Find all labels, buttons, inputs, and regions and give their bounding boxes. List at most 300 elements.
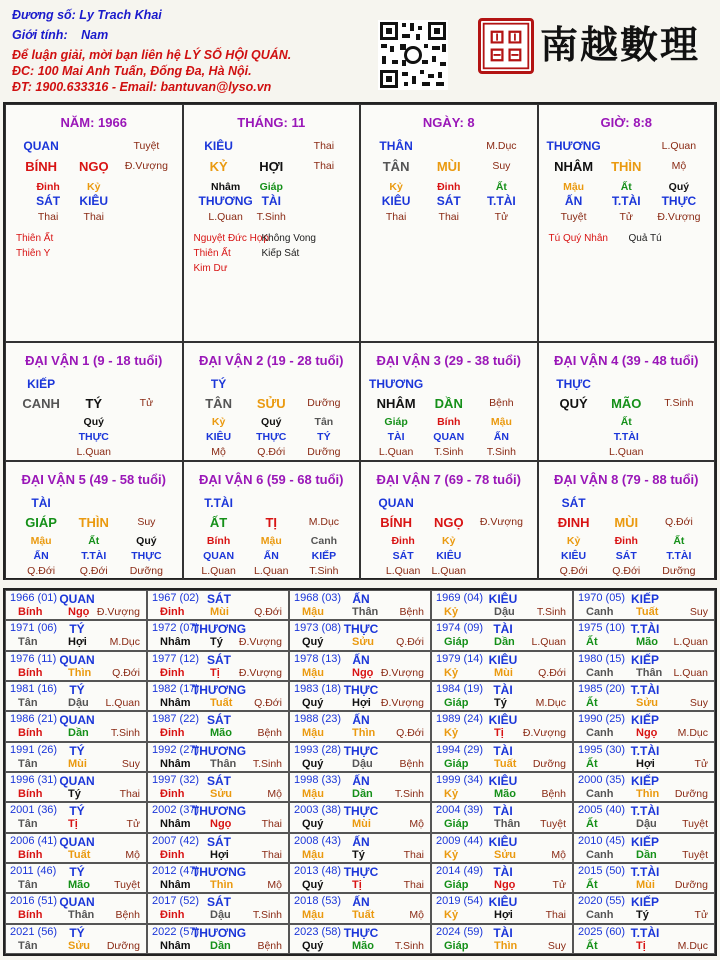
year-cell — [289, 924, 431, 954]
luck-branch: NGỌ — [433, 515, 464, 530]
year-stage: Thai — [403, 879, 424, 891]
year-branch: Ngọ — [210, 818, 232, 831]
year-label: 1977 (12) — [152, 652, 200, 665]
year-stem: Canh — [586, 909, 614, 922]
year-branch: Hợi — [636, 757, 655, 770]
year-stage: Mộ — [267, 879, 282, 891]
luck-stage: M.Dục — [308, 516, 340, 528]
gender-value: Nam — [81, 28, 109, 42]
spirit-star: Kiếp Sát — [261, 248, 300, 259]
year-label: 2014 (49) — [436, 865, 484, 877]
hidden-stage: Mộ — [211, 446, 226, 458]
year-cell — [147, 893, 289, 923]
year-branch: Hợi — [494, 909, 513, 922]
hidden-stem: Giáp — [259, 181, 283, 193]
year-branch: Tuất — [68, 848, 91, 861]
year-cell — [431, 711, 573, 741]
year-stage: Bệnh — [257, 939, 282, 952]
luck-stage: T.Sinh — [664, 397, 694, 409]
hidden-stem: Mậu — [260, 535, 282, 547]
hidden-stem: Giáp — [384, 416, 408, 428]
year-stage: Tử — [126, 818, 140, 831]
year-stem: Ất — [586, 879, 598, 891]
luck-star: T.TÀI — [204, 496, 233, 510]
luck-pillar-title: ĐẠI VẬN 4 (39 - 48 tuổi) — [554, 353, 699, 368]
hidden-stage: Dưỡng — [662, 565, 696, 577]
year-star: T.TÀI — [630, 683, 660, 697]
year-stem: Giáp — [444, 636, 469, 649]
hidden-star: ẤN — [263, 550, 279, 562]
star-stage: M.Dục — [486, 140, 517, 152]
year-branch: Thìn — [210, 879, 234, 891]
hidden-stage: Q.Đới — [79, 565, 108, 577]
hidden-star: SÁT — [615, 550, 637, 562]
year-stem: Kỷ — [444, 666, 459, 679]
year-branch: Mão — [352, 939, 374, 952]
year-stage: L.Quan — [531, 636, 566, 649]
year-stage: T.Sinh — [252, 757, 282, 770]
year-star: TÀI — [493, 743, 513, 758]
year-label: 1997 (32) — [152, 774, 200, 786]
year-cell — [5, 711, 147, 741]
hidden-stem: Đinh — [614, 535, 638, 547]
year-stage: Tuyệt — [540, 818, 566, 831]
year-stem: Quý — [302, 636, 324, 649]
hidden-star: ẤN — [493, 431, 509, 443]
hidden-stage: Thai — [385, 211, 407, 223]
year-stage: T.Sinh — [536, 606, 566, 618]
year-cell — [431, 651, 573, 681]
year-label: 1986 (21) — [10, 713, 58, 726]
year-stage: Dưỡng — [674, 788, 708, 800]
hidden-stem: Nhâm — [211, 181, 241, 193]
hidden-star: QUAN — [203, 550, 235, 562]
year-star: THƯƠNG — [191, 925, 247, 940]
year-branch: Tuất — [636, 606, 659, 618]
year-branch: Sửu — [68, 939, 91, 952]
luck-pillar-title: ĐẠI VẬN 6 (59 - 68 tuổi) — [199, 472, 344, 487]
hidden-stage: Tuyệt — [560, 211, 587, 223]
year-branch: Tý — [494, 697, 507, 709]
year-stage: Đ.Vượng — [380, 697, 424, 709]
year-stage: Mộ — [551, 848, 566, 861]
year-stem: Kỷ — [444, 848, 459, 861]
year-stage: Suy — [121, 757, 140, 770]
heavenly-stem: BÍNH — [25, 159, 57, 174]
year-branch: Dậu — [636, 818, 657, 831]
year-stage: Đ.Vượng — [96, 606, 140, 618]
year-label: 1973 (08) — [294, 622, 342, 635]
year-label: 2010 (45) — [578, 834, 626, 847]
year-stage: Mộ — [409, 909, 424, 922]
hidden-star: SÁT — [36, 194, 61, 208]
year-stage: Bệnh — [399, 606, 424, 618]
year-stage: M.Dục — [109, 636, 140, 649]
pillar-title: NĂM: 1966 — [60, 115, 127, 130]
year-stage: Bệnh — [399, 757, 424, 770]
year-stage: Bệnh — [115, 909, 140, 922]
luck-stage: Dưỡng — [307, 397, 341, 409]
hidden-stage: L.Quan — [76, 446, 111, 458]
hidden-stem: Kỷ — [87, 181, 101, 193]
year-cell — [431, 590, 573, 620]
hidden-star: KIÊU — [436, 550, 462, 562]
year-star: THỰC — [343, 865, 379, 879]
year-stage: Đ.Vượng — [380, 666, 424, 679]
year-star: QUAN — [59, 774, 95, 788]
earthly-branch: THÌN — [611, 159, 642, 174]
luck-pillar-7 — [360, 461, 538, 580]
year-branch: Thân — [636, 666, 663, 679]
year-branch: Hợi — [68, 636, 87, 649]
year-cell — [147, 833, 289, 863]
year-stem: Đinh — [160, 848, 185, 861]
year-branch: Dậu — [352, 757, 373, 770]
year-cell — [573, 651, 715, 681]
year-label: 2023 (58) — [294, 925, 342, 938]
luck-pillar-5 — [5, 461, 183, 580]
hidden-star: KIÊU — [561, 550, 587, 562]
luck-pillar-title: ĐẠI VẬN 5 (49 - 58 tuổi) — [21, 472, 166, 487]
year-star: TÀI — [493, 683, 513, 697]
hidden-stage: L.Quan — [385, 565, 421, 577]
year-label: 2013 (48) — [294, 865, 342, 877]
hidden-star: KIÊU — [381, 194, 411, 208]
year-label: 2004 (39) — [436, 804, 484, 817]
year-label: 1966 (01) — [10, 592, 58, 604]
luck-star: TÀI — [31, 496, 51, 510]
year-cell — [573, 742, 715, 772]
year-cell — [573, 711, 715, 741]
branch-stage: Thai — [313, 160, 335, 172]
year-cell — [573, 802, 715, 832]
year-branch: Dần — [352, 788, 373, 800]
year-label: 1978 (13) — [294, 652, 342, 665]
year-stage: Bệnh — [257, 727, 282, 740]
year-cell — [147, 620, 289, 650]
year-stage: Suy — [547, 939, 566, 952]
luck-stage: Đ.Vượng — [479, 516, 523, 528]
year-label: 1999 (34) — [436, 774, 484, 786]
year-label: 2016 (51) — [10, 895, 58, 908]
branch-stage: Mộ — [671, 160, 687, 172]
year-cell — [5, 802, 147, 832]
year-branch: Sửu — [636, 697, 659, 709]
year-cell — [147, 863, 289, 893]
year-stem: Mậu — [302, 606, 324, 618]
year-label: 1990 (25) — [578, 713, 626, 726]
year-stage: Q.Đới — [538, 666, 566, 679]
year-stem: Đinh — [160, 727, 185, 740]
year-stem: Quý — [302, 939, 324, 952]
year-branch: Thân — [210, 757, 237, 770]
year-cell — [573, 620, 715, 650]
year-star: TÝ — [69, 804, 85, 819]
year-stem: Tân — [18, 636, 38, 649]
year-stem: Bính — [18, 848, 43, 861]
luck-pillar-title: ĐẠI VẬN 2 (19 - 28 tuổi) — [199, 353, 344, 368]
year-cell — [289, 863, 431, 893]
hidden-stem: Mậu — [490, 416, 512, 428]
year-star: T.TÀI — [630, 622, 660, 637]
year-cell — [289, 620, 431, 650]
year-stem: Tân — [18, 818, 38, 831]
year-star: THỰC — [343, 804, 379, 819]
year-branch: Dần — [494, 636, 515, 649]
year-star: KIÊU — [488, 592, 518, 606]
year-cell — [5, 924, 147, 954]
year-stage: M.Dục — [677, 727, 708, 740]
year-cell — [431, 772, 573, 802]
luck-stem: ĐINH — [557, 515, 590, 530]
year-stage: Tử — [694, 757, 708, 770]
year-stem: Giáp — [444, 818, 469, 831]
year-label: 1993 (28) — [294, 743, 342, 756]
spirit-star: Thiên Ất — [193, 248, 231, 259]
year-branch: Dần — [210, 939, 231, 952]
year-label: 1968 (03) — [294, 592, 342, 604]
year-branch: Thìn — [68, 666, 92, 679]
hidden-stem: Ất — [673, 535, 685, 547]
hidden-stage: L.Quan — [201, 565, 236, 577]
hidden-stem: Bính — [206, 535, 231, 547]
luck-pillar-title: ĐẠI VẬN 8 (79 - 88 tuổi) — [554, 472, 699, 487]
year-stem: Ất — [586, 818, 598, 831]
main-star: THÂN — [379, 139, 413, 153]
hidden-stem: Quý — [83, 416, 104, 428]
year-stem: Đinh — [160, 788, 185, 800]
pillar-3 — [360, 104, 538, 342]
year-star: KIẾP — [630, 592, 660, 606]
year-stem: Bính — [18, 606, 43, 618]
year-branch: Mão — [494, 788, 516, 800]
year-label: 1987 (22) — [152, 713, 200, 726]
year-stem: Ất — [586, 757, 598, 770]
luck-branch: THÌN — [78, 515, 109, 530]
hidden-star: THỰC — [78, 431, 109, 443]
brand-logo-text: 南越數理 — [540, 22, 701, 67]
hidden-star: TÀI — [387, 431, 405, 443]
year-stem: Canh — [586, 727, 614, 740]
year-stage: Q.Đới — [254, 697, 282, 709]
year-star: KIÊU — [488, 895, 518, 910]
year-label: 2022 (57) — [152, 925, 200, 938]
phone-email-line[interactable]: ĐT: 1900.633316 - Email: bantuvan@lyso.vn — [12, 80, 272, 94]
year-stage: Dưỡng — [674, 879, 708, 891]
year-stage: Tuyệt — [682, 818, 708, 831]
hidden-stage: Dưỡng — [129, 565, 163, 577]
earthly-branch: NGỌ — [78, 159, 109, 174]
year-branch: Tị — [494, 727, 504, 740]
year-cell — [573, 833, 715, 863]
year-branch: Tý — [636, 909, 649, 922]
luck-stage: Bệnh — [489, 397, 514, 409]
year-label: 2015 (50) — [578, 865, 626, 877]
year-stage: Q.Đới — [254, 606, 282, 618]
hidden-star: T.TÀI — [613, 431, 639, 443]
heavenly-stem: TÂN — [382, 159, 410, 174]
year-stage: Đ.Vượng — [522, 727, 566, 740]
hidden-star: SÁT — [392, 550, 414, 562]
hidden-stem: Mậu — [30, 535, 52, 547]
hidden-stem: Kỷ — [389, 181, 403, 193]
year-star: KIẾP — [630, 774, 660, 788]
year-star: TÝ — [69, 622, 85, 637]
luck-stem: GIÁP — [25, 515, 57, 530]
hidden-stage: L.Quan — [208, 211, 243, 223]
pillar-title: GIỜ: 8:8 — [600, 115, 653, 130]
year-star: T.TÀI — [630, 804, 660, 819]
spirit-star: Không Vong — [261, 233, 316, 244]
luck-pillar-title: ĐẠI VẬN 7 (69 - 78 tuổi) — [376, 472, 521, 487]
earthly-branch: HỢI — [259, 159, 284, 174]
hidden-stem: Mậu — [563, 181, 585, 193]
year-star: SÁT — [207, 895, 231, 910]
year-label: 1995 (30) — [578, 743, 626, 756]
year-stage: L.Quan — [673, 666, 708, 679]
hidden-stem: Quý — [136, 535, 157, 547]
year-label: 2009 (44) — [436, 834, 484, 847]
luck-stem: CANH — [22, 396, 60, 411]
year-stage: Dưỡng — [106, 939, 140, 952]
year-stage: Q.Đới — [396, 636, 424, 649]
year-cell — [431, 681, 573, 711]
luck-stage: Suy — [137, 516, 156, 528]
hidden-stem: Quý — [668, 181, 690, 193]
year-branch: Ngọ — [494, 879, 516, 891]
year-stage: Mộ — [267, 788, 282, 800]
hidden-stage: L.Quan — [254, 565, 289, 577]
year-label: 1981 (16) — [10, 683, 58, 695]
year-label: 1983 (18) — [294, 683, 342, 695]
hidden-star: TÝ — [317, 431, 331, 443]
luck-star: KIẾP — [27, 377, 56, 391]
year-star: TÀI — [493, 804, 513, 819]
hidden-stage: T.Sinh — [256, 211, 286, 223]
hidden-stage: Dưỡng — [307, 446, 341, 458]
hidden-stage: Q.Đới — [559, 565, 588, 577]
year-branch: Tý — [68, 788, 81, 800]
year-cell — [5, 681, 147, 711]
hidden-star: ẤN — [33, 550, 49, 562]
luck-stem: NHÂM — [376, 396, 416, 411]
year-stem: Giáp — [444, 939, 469, 952]
pillar-4 — [538, 104, 716, 342]
year-stem: Quý — [302, 757, 324, 770]
year-label: 1996 (31) — [10, 774, 58, 786]
year-branch: Tị — [210, 666, 220, 679]
year-cell — [147, 590, 289, 620]
address-line: ĐC: 100 Mai Anh Tuấn, Đống Đa, Hà Nội. — [12, 64, 252, 78]
seal-icon — [481, 21, 531, 71]
year-stage: Mộ — [125, 848, 140, 861]
year-cell — [5, 772, 147, 802]
hidden-star: THỰC — [661, 194, 697, 208]
year-cell — [147, 711, 289, 741]
year-label: 2012 (47) — [152, 865, 200, 877]
year-label: 1979 (14) — [436, 652, 484, 665]
year-branch: Thìn — [352, 727, 376, 740]
year-label: 1969 (04) — [436, 592, 484, 604]
year-star: QUAN — [59, 592, 95, 606]
year-branch: Tý — [352, 848, 365, 861]
luck-pillar-8 — [538, 461, 716, 580]
luck-pillar-title: ĐẠI VẬN 1 (9 - 18 tuổi) — [25, 353, 163, 368]
year-cell — [5, 651, 147, 681]
year-star: QUAN — [59, 652, 95, 667]
star-stage: Tuyệt — [133, 140, 160, 152]
year-branch: Sửu — [352, 636, 375, 649]
year-stem: Kỷ — [444, 909, 459, 922]
year-stem: Kỷ — [444, 727, 459, 740]
year-star: QUAN — [59, 834, 95, 849]
year-star: TÝ — [69, 683, 85, 697]
year-stem: Giáp — [444, 697, 469, 709]
year-cell — [289, 742, 431, 772]
year-stage: Bệnh — [541, 788, 566, 800]
year-branch: Hợi — [210, 848, 229, 861]
year-star: T.TÀI — [630, 925, 660, 940]
year-branch: Ngọ — [352, 666, 374, 679]
hidden-stem: Bính — [437, 416, 461, 428]
qr-code-icon — [378, 20, 448, 90]
year-cell — [431, 833, 573, 863]
year-branch: Thân — [352, 606, 379, 618]
spirit-star: Kim Dư — [193, 263, 228, 274]
year-branch: Mão — [210, 727, 232, 740]
year-label: 2024 (59) — [436, 925, 484, 938]
year-label: 2018 (53) — [294, 895, 342, 908]
year-stem: Nhâm — [160, 636, 191, 649]
hidden-stage: Thai — [83, 211, 104, 223]
hidden-stem: Ất — [495, 181, 507, 193]
luck-branch: TÝ — [85, 396, 103, 411]
year-cell — [431, 863, 573, 893]
person-name: Đương số: Ly Trach Khai — [12, 8, 162, 22]
hidden-star: QUAN — [433, 431, 465, 443]
year-stem: Nhâm — [160, 697, 191, 709]
year-star: TÝ — [69, 865, 85, 879]
year-star: ẤN — [352, 895, 370, 910]
year-label: 2006 (41) — [10, 834, 58, 847]
pillar-title: NGÀY: 8 — [422, 115, 475, 130]
luck-star: THỰC — [556, 377, 591, 391]
hidden-stem: Ất — [88, 535, 100, 547]
contact-line: Để luận giải, mời bạn liên hệ LÝ SỐ HỘI QUÁN. — [12, 48, 292, 62]
year-stage: T.Sinh — [394, 788, 424, 800]
hidden-star: KIÊU — [206, 431, 232, 443]
year-label: 1985 (20) — [578, 683, 626, 695]
year-star: SÁT — [207, 834, 231, 849]
year-stem: Đinh — [160, 666, 185, 679]
qr-code[interactable] — [378, 20, 448, 90]
hidden-stage: Q.Đới — [612, 565, 641, 577]
year-stage: L.Quan — [673, 636, 708, 649]
year-cell — [573, 772, 715, 802]
year-branch: Thân — [494, 818, 521, 831]
hidden-stage: Q.Đới — [257, 446, 286, 458]
gender-row — [12, 28, 108, 43]
year-stem: Kỷ — [444, 606, 459, 618]
hidden-stem: Ất — [620, 181, 632, 193]
year-label: 2019 (54) — [436, 895, 484, 908]
year-label: 2003 (38) — [294, 804, 342, 817]
hidden-stage: L.Quan — [431, 565, 466, 577]
year-label: 1992 (27) — [152, 743, 200, 756]
year-cell — [147, 772, 289, 802]
year-stage: Tuyệt — [682, 848, 708, 861]
year-cell — [573, 893, 715, 923]
